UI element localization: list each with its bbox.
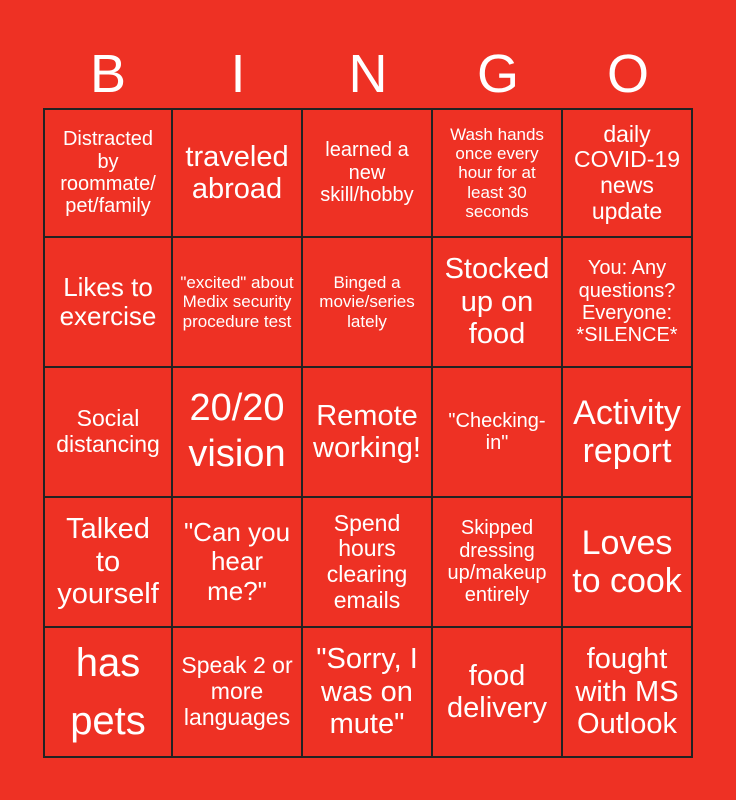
bingo-cell-r3c1[interactable]: Social distancing bbox=[43, 368, 173, 498]
bingo-cell-r1c1[interactable]: Distracted by roommate/ pet/family bbox=[43, 108, 173, 238]
bingo-cell-r4c4[interactable]: Skipped dressing up/makeup entirely bbox=[433, 498, 563, 628]
bingo-cell-r3c5[interactable]: Activity report bbox=[563, 368, 693, 498]
bingo-cell-r4c2[interactable]: "Can you hear me?" bbox=[173, 498, 303, 628]
bingo-grid bbox=[43, 108, 693, 758]
bingo-cell-r5c5[interactable]: fought with MS Outlook bbox=[563, 628, 693, 758]
bingo-cell-r1c5[interactable]: daily COVID-19 news update bbox=[563, 108, 693, 238]
bingo-cell-r2c2[interactable]: "excited" about Medix security procedure test bbox=[173, 238, 303, 368]
bingo-cell-r3c2[interactable]: 20/20 vision bbox=[173, 368, 303, 498]
bingo-cell-r2c1[interactable]: Likes to exercise bbox=[43, 238, 173, 368]
bingo-cell-r2c4[interactable]: Stocked up on food bbox=[433, 238, 563, 368]
header-letter-i: I bbox=[230, 44, 246, 104]
bingo-cell-r5c2[interactable]: Speak 2 or more languages bbox=[173, 628, 303, 758]
bingo-cell-r3c3[interactable]: Remote working! bbox=[303, 368, 433, 498]
bingo-cell-r4c5[interactable]: Loves to cook bbox=[563, 498, 693, 628]
bingo-cell-r5c3[interactable]: "Sorry, I was on mute" bbox=[303, 628, 433, 758]
bingo-cell-r3c4[interactable]: "Checking-in" bbox=[433, 368, 563, 498]
header-letter-b: B bbox=[89, 44, 127, 104]
header-letter-n: N bbox=[348, 44, 388, 104]
bingo-cell-r1c2[interactable]: traveled abroad bbox=[173, 108, 303, 238]
header-letter-o: O bbox=[606, 44, 649, 104]
bingo-header bbox=[43, 40, 693, 108]
bingo-cell-r1c3[interactable]: learned a new skill/hobby bbox=[303, 108, 433, 238]
header-letter-g: G bbox=[476, 44, 519, 104]
bingo-cell-r4c1[interactable]: Talked to yourself bbox=[43, 498, 173, 628]
bingo-cell-r2c5[interactable]: You: Any questions? Everyone: *SILENCE* bbox=[563, 238, 693, 368]
bingo-cell-r5c1[interactable]: has pets bbox=[43, 628, 173, 758]
bingo-cell-r2c3[interactable]: Binged a movie/series lately bbox=[303, 238, 433, 368]
bingo-cell-r4c3[interactable]: Spend hours clearing emails bbox=[303, 498, 433, 628]
bingo-cell-r5c4[interactable]: food delivery bbox=[433, 628, 563, 758]
bingo-cell-r1c4[interactable]: Wash hands once every hour for at least 30 seconds bbox=[433, 108, 563, 238]
